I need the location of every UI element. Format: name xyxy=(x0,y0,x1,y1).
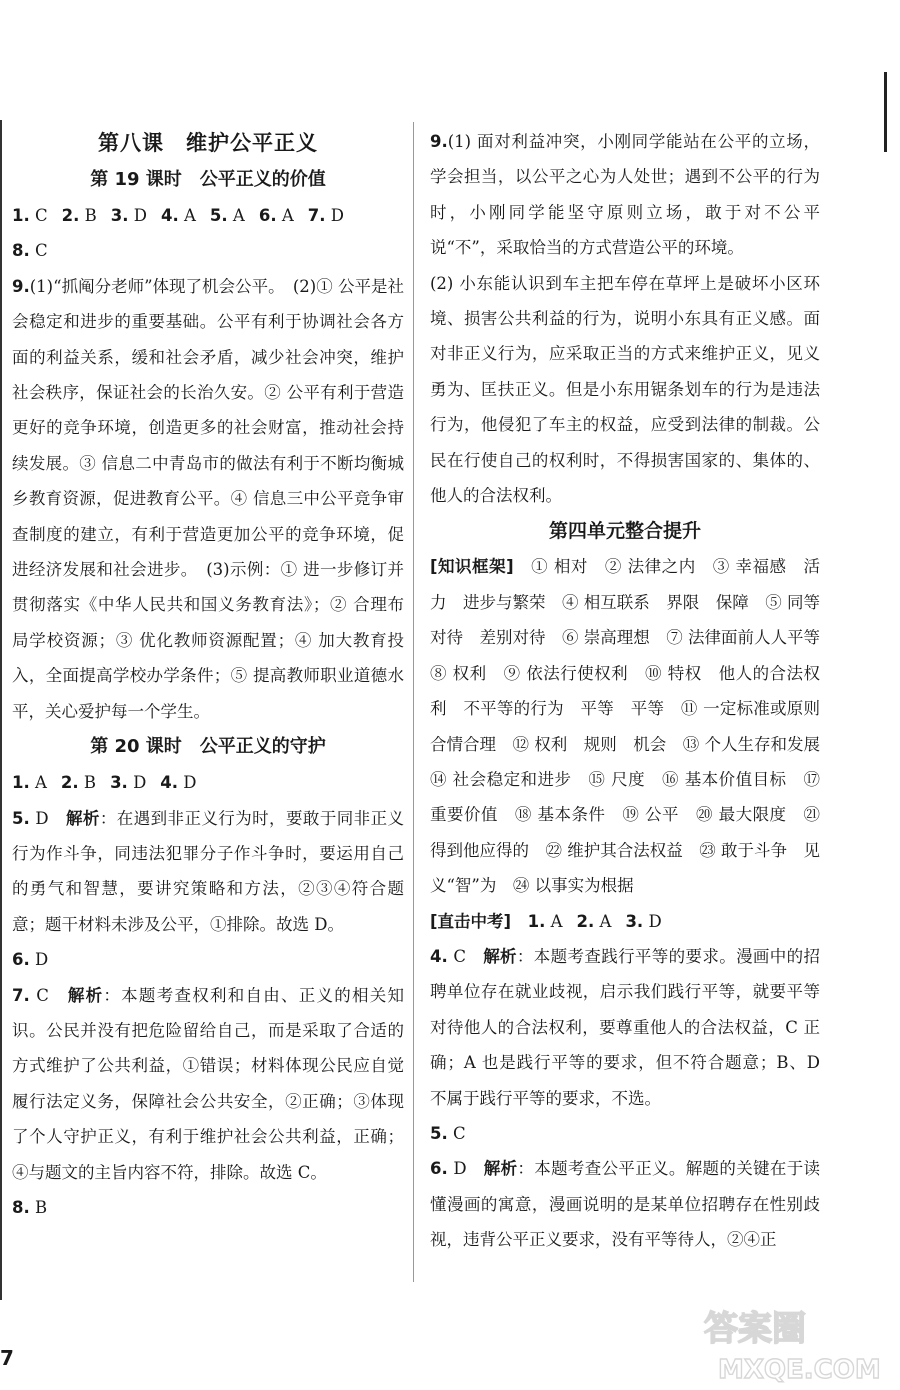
answer-item: 1. A xyxy=(527,911,563,931)
right-column xyxy=(430,124,837,1258)
answer-q8: 8. C xyxy=(12,241,48,261)
mc-answers-row xyxy=(12,765,404,800)
answer-q7: 7. C 解析：本题考查权利和自由、正义的相关知识。公民并没有把危险留给自己，而是采取了合适的方式维护了公共利益，①错误；材料体现公民应自觉履行法定义务，保障社会公共安全，②正确；③体现了个人守护正义，有利于维护社会公共利益，正确；④与题文的主旨内容不符，排除。故选 C。 xyxy=(12,985,405,1182)
answer-q6: 6. D 解析：本题考查公平正义。解题的关键在于读懂漫画的寓意，漫画说明的是某单位招聘存在性别歧视，违背公平正义要求，没有平等待人，②④正 xyxy=(430,1159,821,1250)
page-number: 7 xyxy=(0,1346,14,1370)
answer-q8b: 8. B xyxy=(12,1197,48,1217)
section-title-19: 第 19 课时 公平正义的价值 xyxy=(90,169,326,190)
knowledge-framework: [知识框架] ① 相对 ② 法律之内 ③ 幸福感 活力 进步与繁荣 ④ 相互联系 界限 保障 ⑤ 同等对待 差别对待 ⑥ 崇高理想 ⑦ 法律面前人人平等 ⑧ 权利 ⑨ 依法行使权利 ⑩ 特权 他人的合法权利 不平等的行为 平等 平等 ⑪ 一定标准或原则 合情合理 ⑫ 权利 规则 机会 ⑬ 个人生存和发展 ⑭ 社会稳定和进步 ⑮ 尺度 ⑯ 基本价值目标 ⑰ 重要价值 ⑱ 基本条件 ⑲ 公平 ⑳ 最大限度 ㉑ 得到他应得的 ㉒ 维护其合法权益 ㉓ 敢于斗争 见义“智”为 ㉔ 以事实为根据 xyxy=(430,557,837,896)
answer-item: 1. A xyxy=(12,773,47,793)
answer-item: 2. B xyxy=(61,206,97,225)
answer-item: 3. D xyxy=(110,773,147,793)
left-column xyxy=(12,124,404,1225)
unit-title: 第四单元整合提升 xyxy=(548,520,701,543)
answer-q5: 5. C xyxy=(430,1123,466,1143)
answer-q4: 4. C 解析：本题考查践行平等的要求。漫画中的招聘单位存在就业歧视，启示我们践行平等，就要平等对待他人的合法权利，要尊重他人的合法权益，C 正确；A 也是践行平等的要求，但不符合题意；B、D 不属于践行平等的要求，不选。 xyxy=(430,946,821,1108)
answer-item: 6. A xyxy=(258,206,294,225)
answer-item: 2. A xyxy=(576,911,612,931)
mc-answers-row xyxy=(12,198,404,233)
answer-item: 3. D xyxy=(110,206,147,225)
exam-answers-row: [直击中考] 1. A 2. A 3. D xyxy=(430,904,820,939)
answer-item: 3. D xyxy=(625,911,662,931)
answer-q9: 9.(1)“抓阄分老师”体现了机会公平。 (2)① 公平是社会稳定和进步的重要基础。公平有利于协调社会各方面的利益关系，缓和社会矛盾，减少社会冲突，维护社会秩序，保证社会的长治久安。② 公平有利于营造更好的竞争环境，创造更多的社会财富，推动社会持续发展。③ 信息二中青岛市的做法有利于不断均衡城乡教育资源，促进教育公平。④ 信息三中公平竞争审查制度的建立，有利于营造更加公平的竞争环境，促进经济发展和社会进步。 (3)示例：① 进一步修订并贯彻落实《中华人民共和国义务教育法》；② 合理布局学校资源；③ 优化教师资源配置；④ 加大教育投入，全面提高学校办学条件；⑤ 提高教师职业道德水平，关心爱护每一个学生。 xyxy=(12,276,404,721)
watermark-text: 答案圈 xyxy=(704,1309,806,1349)
answer-item: 1. C xyxy=(12,206,48,225)
watermark-url: MXQE.COM xyxy=(718,1355,881,1384)
lesson-title: 第八课 维护公平正义 xyxy=(98,131,318,155)
watermark-logo xyxy=(700,1300,895,1384)
column-divider xyxy=(413,122,414,1282)
answer-item: 2. B xyxy=(60,773,97,793)
answer-q6: 6. D xyxy=(12,950,49,970)
answer-item: 7. D xyxy=(307,206,344,225)
answer-item: 4. A xyxy=(161,206,196,225)
answer-item: 4. D xyxy=(160,773,197,793)
answer-item: 5. A xyxy=(209,206,245,225)
binding-mark xyxy=(884,72,887,152)
section-title-20: 第 20 课时 公平正义的守护 xyxy=(90,736,326,758)
left-edge-line xyxy=(0,120,2,1300)
answer-q5: 5. D 解析：在遇到非正义行为时，要敢于同非正义行为作斗争，同违法犯罪分子作斗争时，要运用自己的勇气和智慧，要讲究策略和方法，②③④符合题意；题干材料未涉及公平，①排除。故选 D。 xyxy=(12,808,405,934)
answer-q9-part1: 9.(1) 面对利益冲突，小刚同学能站在公平的立场，学会担当，以公平之心为人处世；遇到不公平的行为时，小刚同学能坚守原则立场，敢于对不公平说“不”，采取恰当的方式营造公平的环境。 xyxy=(430,132,820,258)
answer-q9-part2: (2) 小东能认识到车主把车停在草坪上是破坏小区环境、损害公共利益的行为，说明小东具有正义感。面对非正义行为，应采取正当的方式来维护正义，见义勇为、匡扶正义。但是小东用锯条划车的行为是违法行为，他侵犯了车主的权益，应受到法律的制裁。公民在行使自己的权利时，不得损害国家的、集体的、他人的合法权利。 xyxy=(430,273,820,506)
